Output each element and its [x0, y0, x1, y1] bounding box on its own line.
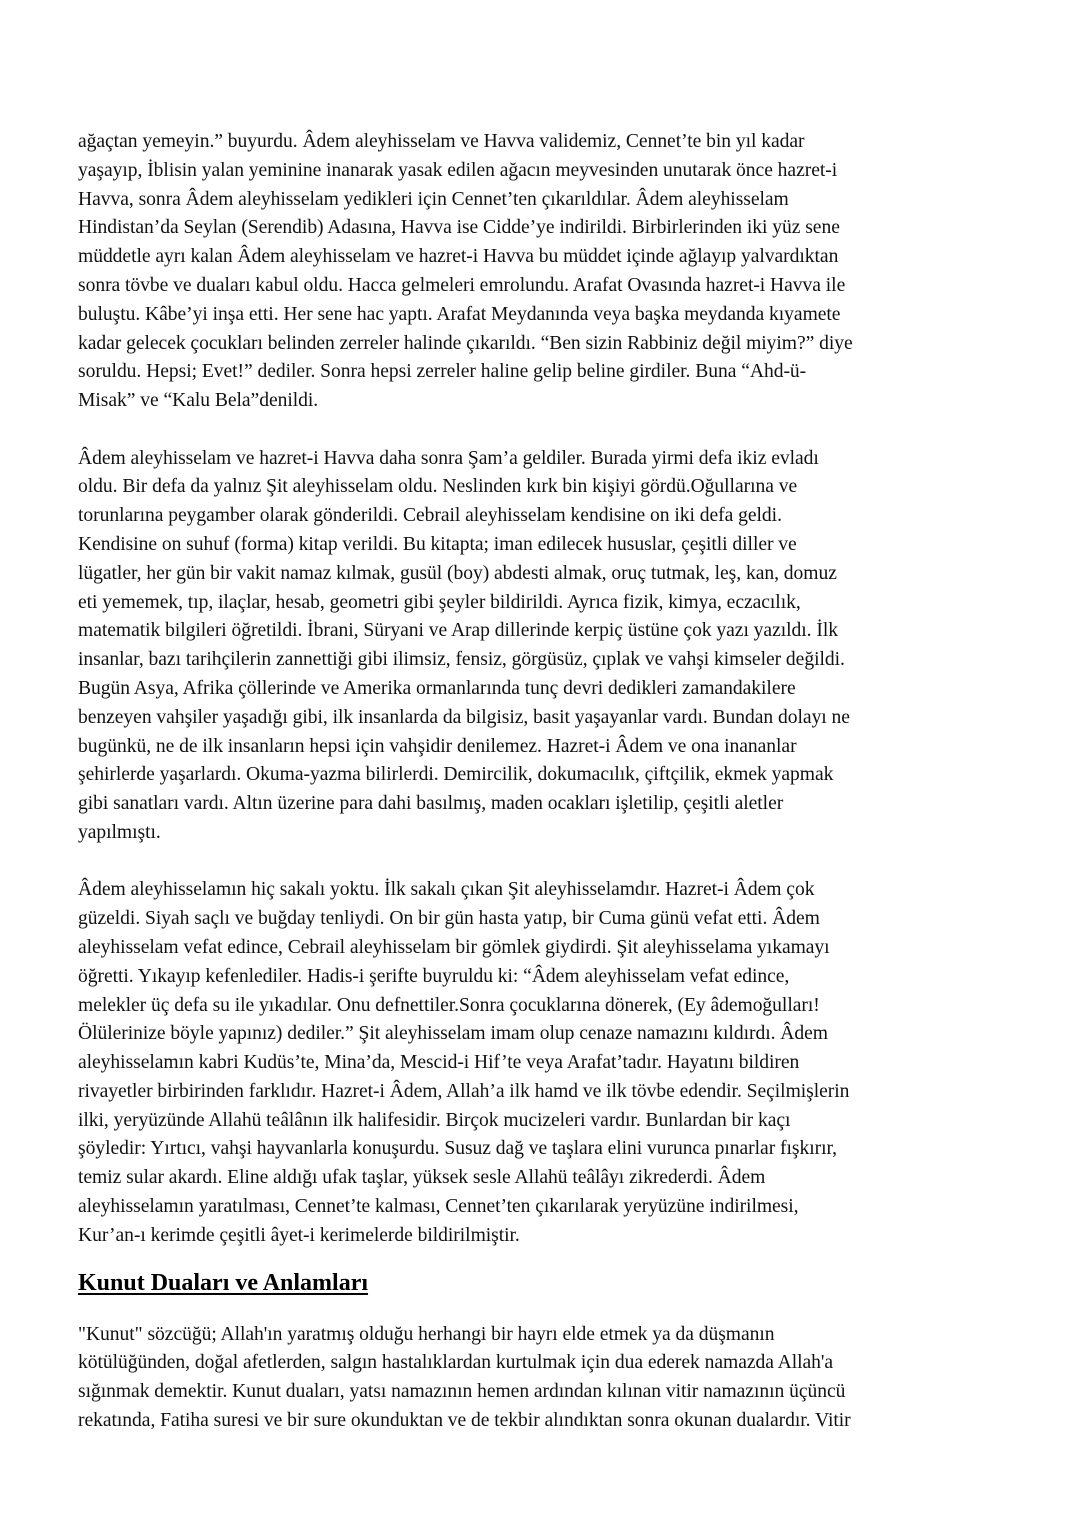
text-line: ilki, yeryüzünde Allahü teâlânın ilk halifesidir. Birçok mucizeleri vardır. Bunlardan bir kaçı — [78, 1109, 791, 1131]
text-line: temiz sular akardı. Eline aldığı ufak taşlar, yüksek sesle Allahü teâlâyı zikrederdi. Âdem — [78, 1167, 766, 1189]
text-line: Havva, sonra Âdem aleyhisselam yedikleri için Cennet’ten çıkarıldılar. Âdem aleyhisselam — [78, 188, 789, 210]
text-line: Misak” ve “Kalu Bela”denildi. — [78, 390, 319, 412]
text-line: buluştu. Kâbe’yi inşa etti. Her sene hac yaptı. Arafat Meydanında veya başka meydanda kıyamete — [78, 303, 841, 325]
text-line: Âdem aleyhisselam ve hazret-i Havva daha sonra Şam’a geldiler. Burada yirmi defa ikiz evladı — [78, 447, 819, 469]
text-line: Bugün Asya, Afrika çöllerinde ve Amerika ormanlarında tunç devri dedikleri zamandakilere — [78, 677, 796, 699]
text-line: şehirlerde yaşarlardı. Okuma-yazma bilirlerdi. Demircilik, dokumacılık, çiftçilik, ekmek yapmak — [78, 764, 834, 786]
text-line: rekatında, Fatiha suresi ve bir sure okunduktan ve de tekbir alındıktan sonra okunan dualardır. Vitir — [78, 1410, 851, 1432]
text-line: yaşayıp, İblisin yalan yeminine inanarak yasak edilen ağacın meyvesinden unutarak önce hazret-i — [78, 159, 838, 181]
text-line: kadar gelecek çocukları belinden zerreler halinde çıkarıldı. “Ben sizin Rabbiniz değil miyim?” diye — [78, 332, 853, 354]
text-line: lügatler, her gün bir vakit namaz kılmak, gusül (boy) abdesti almak, oruç tutmak, leş, kan, domuz — [78, 562, 837, 584]
document-page — [78, 128, 958, 1436]
text-line: bugünkü, ne de ilk insanların hepsi için vahşidir denilemez. Hazret-i Âdem ve ona inananlar — [78, 735, 797, 757]
text-line: rivayetler birbirinden farklıdır. Hazret-i Âdem, Allah’a ilk hamd ve ilk tövbe edendir. Seçilmişlerin — [78, 1080, 850, 1102]
text-line: melekler üç defa su ile yıkadılar. Onu defnettiler.Sonra çocuklarına dönerek, (Ey âdemoğulları! — [78, 994, 820, 1016]
text-line: "Kunut" sözcüğü; Allah'ın yaratmış olduğu herhangi bir hayrı elde etmek ya da düşmanın — [78, 1323, 775, 1345]
text-line: Âdem aleyhisselamın hiç sakalı yoktu. İlk sakalı çıkan Şit aleyhisselamdır. Hazret-i Âdem çok — [78, 879, 815, 901]
text-line: güzeldi. Siyah saçlı ve buğday tenliydi. On bir gün hasta yatıp, bir Cuma günü vefat etti. Âdem — [78, 908, 820, 930]
text-line: aleyhisselamın yaratılması, Cennet’te kalması, Cennet’ten çıkarılarak yeryüzüne indirilmesi, — [78, 1196, 799, 1218]
paragraph-adem-vefat — [78, 876, 958, 1250]
text-line: Kur’an-ı kerimde çeşitli âyet-i kerimelerde bildirilmiştir. — [78, 1224, 520, 1246]
section-heading: Kunut Duaları ve Anlamları — [78, 1269, 369, 1296]
text-line: ağaçtan yemeyin.” buyurdu. Âdem aleyhisselam ve Havva validemiz, Cennet’te bin yıl kadar — [78, 131, 805, 152]
paragraph-spacer — [78, 416, 958, 445]
text-line: yapılmıştı. — [78, 821, 161, 843]
paragraph-spacer — [78, 848, 958, 877]
heading-spacer — [78, 1299, 958, 1321]
text-line: Ölülerinize böyle yapınız) dediler.” Şit aleyhisselam imam olup cenaze namazını kıldırdı. Âdem — [78, 1023, 828, 1045]
paragraph-kunut — [78, 1321, 958, 1436]
text-line: insanlar, bazı tarihçilerin zannettiği gibi ilimsiz, fensiz, görgüsüz, çıplak ve vahşi kimseler değildi. — [78, 649, 845, 671]
text-line: soruldu. Hepsi; Evet!” dediler. Sonra hepsi zerreler haline gelip beline girdiler. Buna “Ahd-ü- — [78, 361, 807, 383]
paragraph-adem-sam — [78, 445, 958, 848]
text-line: sonra tövbe ve duaları kabul oldu. Hacca gelmeleri emrolundu. Arafat Ovasında hazret-i Havva ile — [78, 274, 846, 296]
text-line: öğretti. Yıkayıp kefenlediler. Hadis-i şerifte buyruldu ki: “Âdem aleyhisselam vefat edince, — [78, 965, 790, 987]
text-line: aleyhisselam vefat edince, Cebrail aleyhisselam bir gömlek giydirdi. Şit aleyhisselama yıkamayı — [78, 936, 830, 958]
text-line: eti yememek, tıp, ilaçlar, hesab, geometri gibi şeyler bildirildi. Ayrıca fizik, kimya, eczacılık, — [78, 591, 801, 613]
text-line: şöyledir: Yırtıcı, vahşi hayvanlarla konuşurdu. Susuz dağ ve taşlara elini vurunca pınarlar fışkırır, — [78, 1138, 838, 1160]
text-line: müddetle ayrı kalan Âdem aleyhisselam ve hazret-i Havva bu müddet içinde ağlayıp yalvardıktan — [78, 246, 839, 268]
text-line: Kendisine on suhuf (forma) kitap verildi. Bu kitapta; iman edilecek hususlar, çeşitli diller ve — [78, 533, 797, 555]
paragraph-adem-cennet — [78, 128, 958, 416]
text-line: aleyhisselamın kabri Kudüs’te, Mina’da, Mescid-i Hif’te veya Arafat’tadır. Hayatını bildiren — [78, 1052, 800, 1074]
text-line: Hindistan’da Seylan (Serendib) Adasına, Havva ise Cidde’ye indirildi. Birbirlerinden iki yüz sene — [78, 217, 840, 239]
text-line: matematik bilgileri öğretildi. İbrani, Süryani ve Arap dillerinde kerpiç üstüne çok yazı yazıldı. İlk — [78, 620, 838, 642]
text-line: kötülüğünden, doğal afetlerden, salgın hastalıklardan kurtulmak için dua ederek namazda Allah'a — [78, 1352, 834, 1374]
text-line: benzeyen vahşiler yaşadığı gibi, ilk insanlarda da bilgisiz, basit yaşayanlar vardı. Bundan dolayı ne — [78, 706, 850, 728]
text-line: sığınmak demektir. Kunut duaları, yatsı namazının hemen ardından kılınan vitir namazının üçüncü — [78, 1381, 846, 1403]
text-line: torunlarına peygamber olarak gönderildi. Cebrail aleyhisselam kendisine on iki defa geldi. — [78, 505, 782, 527]
text-line: gibi sanatları vardı. Altın üzerine para dahi basılmış, maden ocakları işletilip, çeşitli aletler — [78, 793, 784, 815]
text-line: oldu. Bir defa da yalnız Şit aleyhisselam oldu. Neslinden kırk bin kişiyi gördü.Oğullarına ve — [78, 476, 798, 498]
